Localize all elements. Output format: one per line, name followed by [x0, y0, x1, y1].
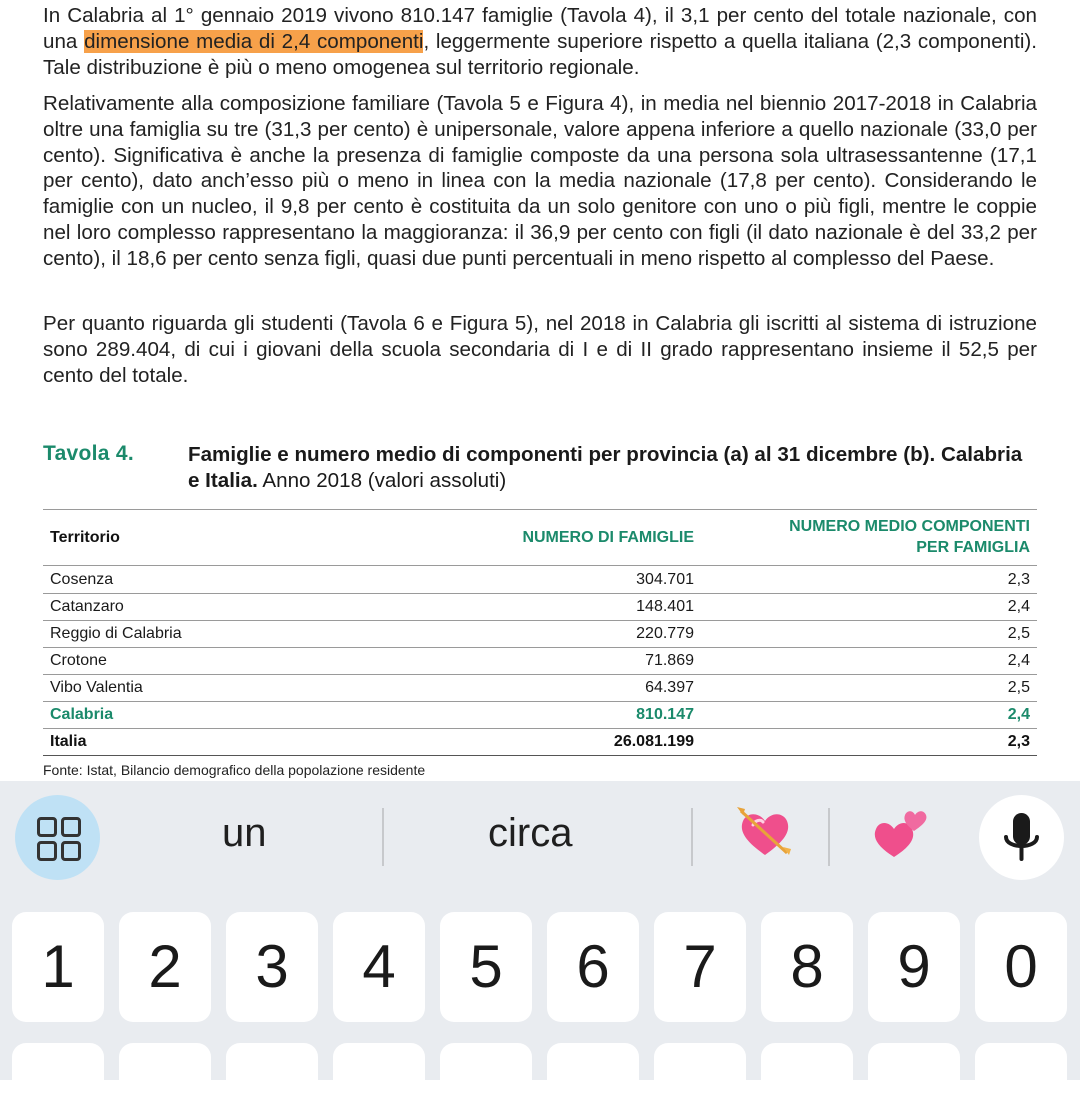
table-title [188, 442, 1038, 494]
cell-territorio: Catanzaro [50, 598, 124, 615]
keyboard [0, 781, 1080, 1080]
cell-famiglie: 71.869 [645, 652, 694, 669]
paragraph-1 [43, 3, 1037, 80]
suggestion-divider [691, 808, 693, 866]
cell-componenti: 2,3 [1007, 733, 1030, 750]
header-territorio: Territorio [50, 529, 120, 546]
key-3[interactable]: 3 [226, 912, 318, 1022]
keyboard-key[interactable] [868, 1043, 960, 1103]
suggestion-2[interactable]: circa [488, 811, 573, 855]
voice-input-button[interactable] [979, 795, 1064, 880]
heart-with-arrow-emoji-icon[interactable] [735, 803, 795, 863]
paragraph-1-text-end: , leggermente superiore rispetto a quella italiana (2,3 componenti). Tale distribuzione è più o meno omogenea sul territorio regionale. [43, 29, 1037, 79]
key-2[interactable]: 2 [119, 912, 211, 1022]
suggestion-divider [382, 808, 384, 866]
table-title-bold: Famiglie e numero medio di componenti per provincia (a) al 31 dicembre (b). Calabria e Italia. [188, 443, 1023, 492]
key-5[interactable]: 5 [440, 912, 532, 1022]
cell-famiglie: 26.081.199 [613, 733, 694, 750]
table-top-rule [43, 509, 1037, 510]
key-7[interactable]: 7 [654, 912, 746, 1022]
keyboard-key[interactable] [12, 1043, 104, 1103]
table-header-rule [43, 565, 1037, 566]
cell-componenti: 2,4 [1007, 652, 1030, 669]
cell-famiglie: 148.401 [636, 598, 694, 615]
suggestion-bar [0, 781, 1080, 893]
paragraph-3: Per quanto riguarda gli studenti (Tavola 6 e Figura 5), nel 2018 in Calabria gli iscritti al sistema di istruzione sono 289.404, di cui i giovani della scuola secondaria di I e di II grado rappresentano insieme il 52,5 per cento del totale. [43, 312, 1037, 387]
table-body [43, 567, 1037, 756]
keyboard-key[interactable] [119, 1043, 211, 1103]
header-componenti-line2: PER FAMIGLIA [916, 539, 1030, 556]
cell-territorio: Vibo Valentia [50, 679, 143, 696]
two-hearts-emoji-icon[interactable] [870, 803, 930, 863]
table-row [43, 621, 1037, 648]
cell-territorio: Reggio di Calabria [50, 625, 182, 642]
keyboard-key[interactable] [547, 1043, 639, 1103]
key-0[interactable]: 0 [975, 912, 1067, 1022]
cell-territorio: Calabria [50, 706, 114, 723]
keyboard-key[interactable] [975, 1043, 1067, 1103]
keyboard-key[interactable] [654, 1043, 746, 1103]
table-row [43, 567, 1037, 594]
cell-componenti: 2,4 [1007, 706, 1030, 723]
key-9[interactable]: 9 [868, 912, 960, 1022]
cell-componenti: 2,4 [1007, 598, 1030, 615]
table-label: Tavola 4. [43, 442, 135, 465]
key-4[interactable]: 4 [333, 912, 425, 1022]
cell-famiglie: 810.147 [636, 706, 694, 723]
cell-famiglie: 304.701 [636, 571, 694, 588]
cell-famiglie: 220.779 [636, 625, 694, 642]
header-numero-famiglie: NUMERO DI FAMIGLIE [522, 529, 694, 546]
key-1[interactable]: 1 [12, 912, 104, 1022]
header-numero-medio-componenti [730, 516, 1030, 558]
suggestion-divider [828, 808, 830, 866]
cell-famiglie: 64.397 [645, 679, 694, 696]
cell-territorio: Italia [50, 733, 87, 750]
highlighted-text[interactable]: dimensione media di 2,4 componenti [84, 29, 424, 53]
table-row-italia [43, 729, 1037, 756]
key-6[interactable]: 6 [547, 912, 639, 1022]
table-row [43, 648, 1037, 675]
cell-territorio: Crotone [50, 652, 107, 669]
paragraph-1-text-start: In Calabria al 1° gennaio 2019 vivono 810.147 famiglie (Tavola 4), il 3,1 per cento del totale nazionale, con una [43, 4, 1037, 53]
key-8[interactable]: 8 [761, 912, 853, 1022]
paragraph-2: Relativamente alla composizione familiare (Tavola 5 e Figura 4), in media nel biennio 2017-2018 in Calabria oltre una famiglia su tre (31,3 per cento) è unipersonale, valore appena inferiore a quello nazionale (33,0 per cento). Significativa è anche la presenza di famiglie composte da una persona sola ultrasessantenne (17,1 per cento), dato anch’esso più o meno in linea con la media nazionale (17,8 per cento). Considerando le famiglie con un nucleo, il 9,8 per cento è costituita da un solo genitore con uno o più figli, mentre le coppie nel loro complesso rappresentano la maggioranza: il 36,9 per cento con figli (il dato nazionale è del 33,2 per cento), il 18,6 per cento senza figli, quasi due punti percentuali in meno rispetto al complesso del Paese. [43, 92, 1037, 270]
cell-componenti: 2,3 [1007, 571, 1030, 588]
table-row [43, 594, 1037, 621]
keyboard-key[interactable] [761, 1043, 853, 1103]
table-row-calabria [43, 702, 1037, 729]
cell-territorio: Cosenza [50, 571, 114, 588]
cell-componenti: 2,5 [1007, 679, 1030, 696]
microphone-icon [979, 795, 1064, 880]
table-row [43, 675, 1037, 702]
table-title-normal: Anno 2018 (valori assoluti) [257, 469, 507, 492]
table-source: Fonte: Istat, Bilancio demografico della popolazione residente [43, 762, 426, 778]
header-componenti-line1: NUMERO MEDIO COMPONENTI [789, 518, 1030, 535]
keyboard-key[interactable] [226, 1043, 318, 1103]
cell-componenti: 2,5 [1007, 625, 1030, 642]
keyboard-key[interactable] [440, 1043, 532, 1103]
keyboard-menu-button[interactable] [15, 795, 100, 880]
keyboard-key[interactable] [333, 1043, 425, 1103]
suggestion-1[interactable]: un [222, 811, 267, 855]
